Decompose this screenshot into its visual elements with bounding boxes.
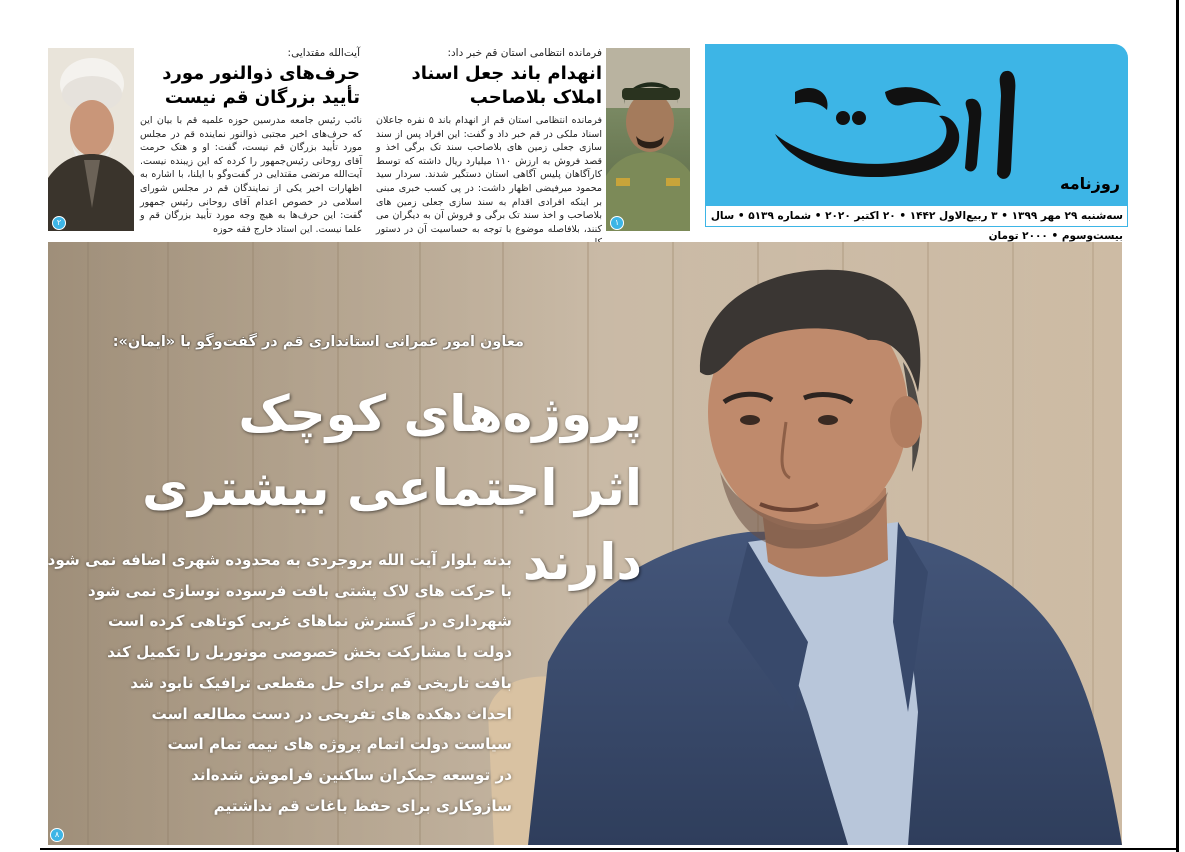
teaser-police-body: فرمانده انتظامی استان قم از انهدام باند ۵ نفره جاعلان اسناد ملکی در قم خبر داد و گفت: این افراد پس از سند سازی جعلی زمین های بلاصاحب سند تک برگی اخذ و قصد فروش به ارزش ۱۱۰ میلیارد ریال داشته که توسط کارآگاهان پلیس آگاهی استان دستگیر شدند. سردار سید محمود میرفیضی اظهار داشت: در پی کسب خبری مبنی بر اینکه افرادی اقدام به سند سازی جعلی زمین های بلاصاحب و اخذ سند تک برگی و فروش آن به دیگران می کنند، بلافاصله موضوع با توجه به حساسیت آن در دستور [376, 115, 603, 235]
main-bullet: سیاست دولت اتمام پروژه های نیمه تمام است [167, 735, 512, 754]
main-bullet: در توسعه جمکران ساکنین فراموش شده‌اند [191, 765, 512, 784]
main-bullet: دولت با مشارکت بخش خصوصی مونوریل را تکمیل کند [107, 643, 512, 662]
main-kicker: معاون امور عمرانی استانداری قم در گفت‌وگو با «ایمان»: [112, 334, 524, 350]
masthead-dateline: سه‌شنبه ۲۹ مهر ۱۳۹۹ • ۳ ربیع‌الاول ۱۴۴۲ • ۲۰ اکتبر ۲۰۲۰ • شماره ۵۱۳۹ • سال بیست‌وسوم • ۲۰۰۰ تومان [705, 205, 1128, 227]
main-story[interactable] [48, 242, 1122, 845]
main-headline-line-1: پروژه‌های کوچک [238, 385, 642, 443]
cleric-illustration [48, 48, 134, 231]
scan-border-right [1176, 0, 1179, 852]
police-commander-photo [606, 48, 690, 231]
main-bullet-list [48, 545, 512, 821]
masthead [705, 44, 1128, 242]
cleric-photo [48, 48, 134, 231]
main-badge-8: ۸ [50, 828, 64, 842]
teaser-cleric-body: نائب رئیس جامعه مدرسین حوزه علمیه قم با بیان این که حرف‌های اخیر مجتبی ذوالنور نماینده قم در مجلس مورد تأیید بزرگان قم نیست، گفت: او و هتک حرمت آقای روحانی رئیس‌جمهور را کرده که این زیبنده نیست. آیت‌الله مرتضی مقتدایی در گفت‌وگو با ایلنا، با اشاره به اظهارات اخیر یکی از نمایندگان قم در مجلس شورای اسلامی در خصوص اعدام آقای روحانی رئیس جمهور گفت: این حرف‌ها به هیچ وجه مورد تأیید بزرگان قم و علما نیست. این استاد خارج فقه حوزه [140, 115, 362, 235]
police-commander-illustration [606, 48, 690, 231]
teaser-cleric-title[interactable]: حرف‌های ذوالنور مورد تأیید بزرگان قم نیست [162, 63, 360, 108]
teaser-police[interactable] [372, 44, 694, 235]
main-bullet: سازوکاری برای حفظ باغات قم نداشتیم [213, 796, 512, 815]
masthead-label: روزنامه [1060, 174, 1120, 193]
teaser-badge-2: ۲ [52, 216, 66, 230]
main-headline-line-2: اثر اجتماعی بیشتری دارند [142, 459, 642, 591]
teaser-police-title[interactable]: انهدام باند جعل اسناد املاک بلاصاحب [411, 63, 602, 108]
teaser-police-kicker: فرمانده انتظامی استان قم خبر داد: [447, 47, 602, 59]
main-bullet: بافت تاریخی قم برای حل مقطعی ترافیک نابود شد [130, 673, 512, 692]
main-bullet: احداث دهکده های تفریحی در دست مطالعه است [151, 704, 512, 723]
main-bullet: با حرکت های لاک پشتی بافت فرسوده نوسازی نمی شود [87, 581, 512, 600]
masthead-logo [735, 52, 1035, 202]
teaser-badge-1: ۱ [610, 216, 624, 230]
main-bullet: بدنه بلوار آیت الله بروجردی به محدوده شهری اضافه نمی شود [48, 551, 512, 569]
main-bullet: شهرداری در گسترش نماهای غربی کوتاهی کرده است [107, 612, 512, 631]
scan-border-bottom [40, 848, 1177, 850]
teaser-cleric[interactable] [48, 44, 366, 235]
teaser-cleric-kicker: آیت‌الله مقتدایی: [287, 47, 360, 59]
